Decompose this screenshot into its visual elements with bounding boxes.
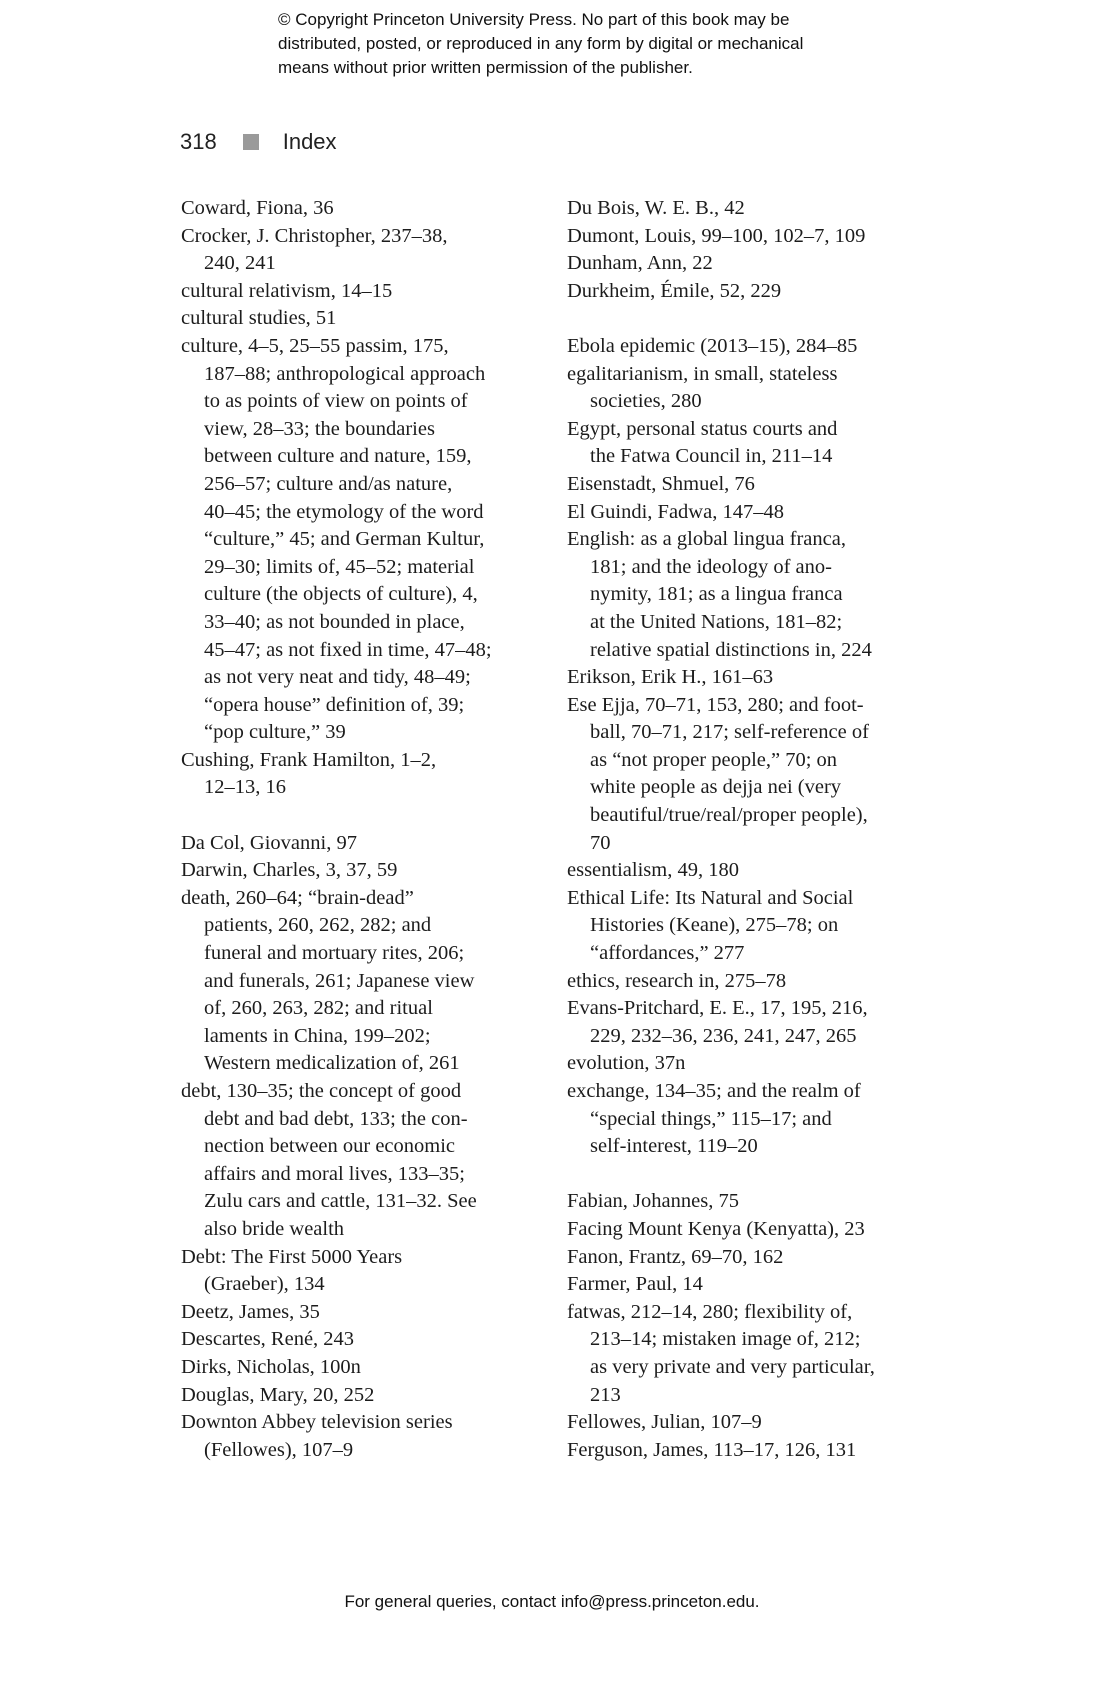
index-entry-line: as very private and very particular, [590,1355,875,1378]
index-entry-line: Egypt, personal status courts and [567,417,838,440]
index-entry-line: between culture and nature, 159, [204,445,472,468]
footer-contact: For general queries, contact info@press.princeton.edu. [344,1592,760,1611]
index-entry-line: 213–14; mistaken image of, 212; [590,1328,861,1351]
index-entry-line: view, 28–33; the boundaries [204,417,435,440]
index-entry-line: patients, 260, 262, 282; and [204,914,432,937]
index-entry [567,223,937,251]
index-entry [181,1078,551,1244]
letter-group-gap [181,802,551,830]
index-entry-line: Eisenstadt, Shmuel, 76 [567,472,755,495]
index-entry [567,1437,937,1465]
index-entry-line: Ebola epidemic (2013–15), 284–85 [567,334,858,357]
index-entry-line: 240, 241 [204,252,276,275]
index-entry-line: Fanon, Frantz, 69–70, 162 [567,1245,784,1268]
index-entry [567,195,937,223]
index-entry-line: Histories (Keane), 275–78; on [590,914,839,937]
header-square-ornament [243,134,259,150]
letter-group-gap [567,305,937,333]
index-column-right [567,195,937,1464]
index-entry-line: 213 [590,1383,621,1406]
index-entry-line: Deetz, James, 35 [181,1300,320,1323]
index-entry-line: egalitarianism, in small, stateless [567,362,838,385]
index-entry-line: nection between our economic [204,1135,456,1158]
index-entry-line: Erikson, Erik H., 161–63 [567,666,774,689]
index-entry-line: culture, 4–5, 25–55 passim, 175, [181,334,449,357]
copyright-line: © Copyright Princeton University Press. No part of this book may be [278,10,790,29]
letter-group-gap [567,1161,937,1189]
index-entry [567,664,937,692]
index-entry-line: Western medicalization of, 261 [204,1052,460,1075]
copyright-line: distributed, posted, or reproduced in any form by digital or mechanical [278,34,804,53]
index-entry-line: self-interest, 119–20 [590,1135,758,1158]
index-entry [567,995,937,1050]
index-entry-line: “culture,” 45; and German Kultur, [204,528,485,551]
index-entry [181,223,551,278]
index-entry [181,857,551,885]
index-entry-line: 187–88; anthropological approach [204,362,486,385]
index-entry-line: “special things,” 115–17; and [590,1107,832,1130]
index-entry-line: Dirks, Nicholas, 100n [181,1355,361,1378]
index-entry-line: fatwas, 212–14, 280; flexibility of, [567,1300,853,1323]
index-entry-line: Fabian, Johannes, 75 [567,1190,739,1213]
index-entry [181,1354,551,1382]
index-entry-line: “opera house” definition of, 39; [204,693,465,716]
index-entry-line: Debt: The First 5000 Years [181,1245,403,1268]
index-entry-line: exchange, 134–35; and the realm of [567,1080,861,1102]
index-entry-line: to as points of view on points of [204,390,468,413]
index-entry-line: white people as dejja nei (very [590,776,842,799]
index-entry-line: 40–45; the etymology of the word [204,500,484,523]
index-entry-line: Fellowes, Julian, 107–9 [567,1411,762,1434]
index-entry-line: Downton Abbey television series [181,1411,453,1434]
index-entry [567,1216,937,1244]
index-entry [181,278,551,306]
index-entry-line: 181; and the ideology of ano- [590,555,832,578]
index-entry-line: death, 260–64; “brain-dead” [181,886,414,909]
index-entry-line: at the United Nations, 181–82; [590,610,843,633]
index-entry-line: culture (the objects of culture), 4, [204,583,478,606]
index-entry [181,1244,551,1299]
index-entry [567,471,937,499]
index-entry-line: as “not proper people,” 70; on [590,748,838,771]
index-entry [181,747,551,802]
index-entry-line: Descartes, René, 243 [181,1328,355,1351]
index-column-left [181,195,551,1464]
index-entry-line: ethics, research in, 275–78 [567,969,787,992]
copyright-line: means without prior written permission of the publisher. [278,58,693,77]
index-entry-line: cultural studies, 51 [181,307,337,330]
index-entry [181,885,551,1078]
index-entry [567,361,937,416]
index-entry [567,499,937,527]
index-entry [567,1299,937,1409]
index-entry-line: 256–57; culture and/as nature, [204,472,453,495]
index-entry [567,968,937,996]
index-entry-line: “pop culture,” 39 [204,721,346,744]
index-entry-line: English: as a global lingua franca, [567,528,846,551]
index-entry [567,278,937,306]
index-entry [567,526,937,664]
index-entry-line: Dunham, Ann, 22 [567,252,713,275]
page-title: Index [282,129,337,154]
index-entry-line: Evans-Pritchard, E. E., 17, 195, 216, [567,997,868,1020]
index-entry [567,692,937,858]
index-entry-line: 70 [590,831,611,854]
index-entry [181,1326,551,1354]
index-entry-line: debt and bad debt, 133; the con- [204,1107,468,1130]
index-entry-line: the Fatwa Council in, 211–14 [590,445,833,468]
index-entry-line: laments in China, 199–202; [204,1024,431,1047]
index-entry-line: also bride wealth [204,1217,345,1240]
index-entry-line: funeral and mortuary rites, 206; [204,942,465,965]
index-entry [181,305,551,333]
index-entry-line: 29–30; limits of, 45–52; material [204,555,475,578]
index-entry-line: 33–40; as not bounded in place, [204,610,465,633]
index-entry-line: 45–47; as not fixed in time, 47–48; [204,638,492,661]
index-entry [567,1188,937,1216]
index-entry [567,250,937,278]
index-entry [567,1244,937,1272]
index-entry-line: Dumont, Louis, 99–100, 102–7, 109 [567,224,866,247]
index-entry-line: (Graeber), 134 [204,1273,325,1296]
index-entry-line: “affordances,” 277 [590,942,745,965]
index-entry-line: Ferguson, James, 113–17, 126, 131 [567,1438,857,1461]
index-entry [567,1271,937,1299]
index-entry-line: (Fellowes), 107–9 [204,1438,354,1461]
index-entry-line: beautiful/true/real/proper people), [590,804,868,827]
index-entry [181,1409,551,1464]
index-entry-line: Zulu cars and cattle, 131–32. See [204,1190,477,1213]
index-entry-line: evolution, 37n [567,1052,686,1075]
index-entry-line: Douglas, Mary, 20, 252 [181,1383,375,1406]
index-entry [567,885,937,968]
page-number: 318 [180,129,217,154]
index-entry [567,1078,937,1161]
index-entry-line: nymity, 181; as a lingua franca [590,583,843,606]
index-entry-line: Ese Ejja, 70–71, 153, 280; and foot- [567,693,864,716]
index-entry-line: Crocker, J. Christopher, 237–38, [181,224,448,247]
index-entry-line: El Guindi, Fadwa, 147–48 [567,500,784,523]
index-entry-line: Da Col, Giovanni, 97 [181,831,357,854]
index-entry [181,333,551,747]
index-entry [567,1050,937,1078]
index-entry-line: debt, 130–35; the concept of good [181,1080,462,1102]
index-entry-line: Du Bois, W. E. B., 42 [567,197,745,219]
index-entry [181,830,551,858]
index-entry-line: affairs and moral lives, 133–35; [204,1162,465,1185]
index-entry-line: societies, 280 [590,390,702,413]
index-entry-line: 229, 232–36, 236, 241, 247, 265 [590,1024,857,1047]
index-entry-line: Darwin, Charles, 3, 37, 59 [181,859,398,882]
index-entry-line: essentialism, 49, 180 [567,859,739,882]
index-entry [181,195,551,223]
index-entry [181,1299,551,1327]
index-entry-line: of, 260, 263, 282; and ritual [204,997,433,1020]
running-header [180,126,337,158]
index-entry-line: 12–13, 16 [204,776,286,799]
index-entry-line: as not very neat and tidy, 48–49; [204,666,471,689]
index-entry-line: Farmer, Paul, 14 [567,1273,703,1296]
copyright-notice [278,8,918,80]
index-entry-line: relative spatial distinctions in, 224 [590,638,872,661]
index-entry-line: Durkheim, Émile, 52, 229 [567,279,782,302]
index-entry-line: Cushing, Frank Hamilton, 1–2, [181,748,437,771]
index-entry [567,416,937,471]
index-entry-line: Facing Mount Kenya (Kenyatta), 23 [567,1217,865,1240]
index-entry-line: Coward, Fiona, 36 [181,197,334,219]
index-entry [567,333,937,361]
index-entry [181,1382,551,1410]
index-entry-line: cultural relativism, 14–15 [181,279,393,302]
index-entry-line: Ethical Life: Its Natural and Social [567,886,854,909]
index-entry [567,857,937,885]
index-entry-line: and funerals, 261; Japanese view [204,969,475,992]
index-entry-line: ball, 70–71, 217; self-reference of [590,721,869,744]
index-entry [567,1409,937,1437]
